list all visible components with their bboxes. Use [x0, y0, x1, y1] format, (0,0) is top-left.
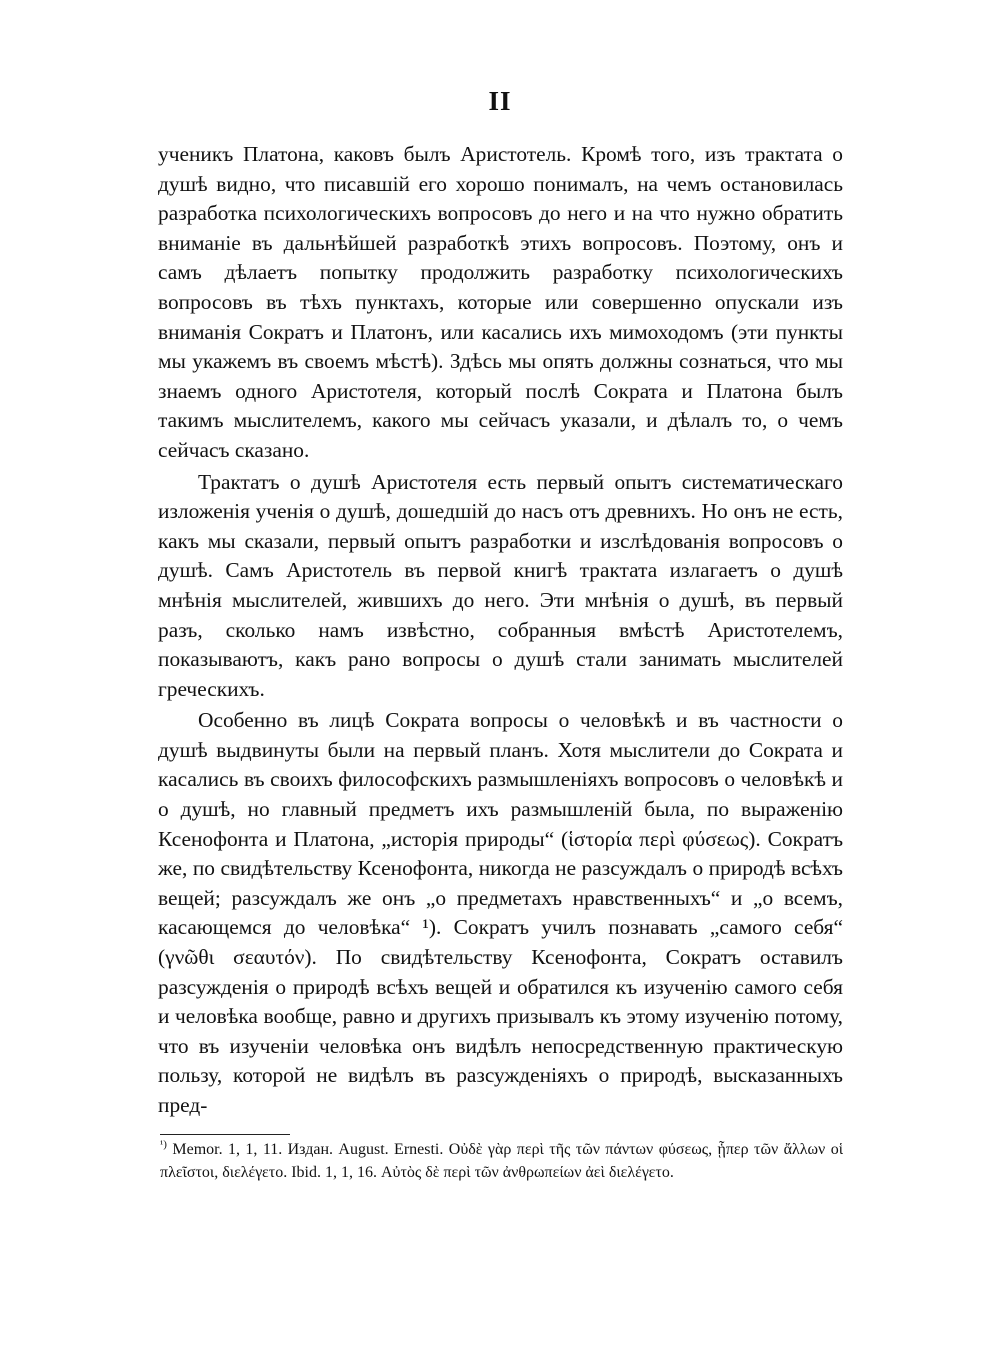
footnote-divider: [160, 1134, 290, 1135]
footnote-mark: ¹): [160, 1138, 167, 1151]
page-number: II: [488, 86, 512, 116]
body-text: [158, 140, 843, 1123]
paragraph-continuation: ученикъ Платона, каковъ былъ Аристотель. Кромѣ того, изъ трактата о душѣ видно, что писавшій его хорошо понималъ, на чемъ остановилась разработка психологическихъ вопросовъ до него и на что нужно обратить вниманіе въ дальнѣйшей разработкѣ этихъ вопросовъ. Поэтому, онъ и самъ дѣлаетъ попытку продолжить разработку психологическихъ вопросовъ въ тѣхъ пунктахъ, которые или совершенно опускали изъ вниманія Сократъ и Платонъ, или касались ихъ мимоходомъ (эти пункты мы укажемъ въ своемъ мѣстѣ). Здѣсь мы опять должны сознаться, что мы знаемъ одного Аристотеля, который послѣ Сократа и Платона былъ такимъ мыслителемъ, какого мы сейчасъ указали, и дѣлалъ то, о чемъ сейчасъ сказано.: [158, 142, 843, 462]
footnote-text: Memor. 1, 1, 11. Издан. August. Ernesti. Οὐδὲ γὰρ περὶ τῆς τῶν πάντων φύσεως, ᾗπερ τῶν ἄλλων οἱ πλεῖστοι, διελέγετο. Ibid. 1, 1, 16. Αὐτὸς δὲ περὶ τῶν ἀνθρωπείων ἀεὶ διελέγετο.: [160, 1141, 843, 1181]
footnote: [160, 1138, 843, 1184]
paragraph: Особенно въ лицѣ Сократа вопросы о человѣкѣ и въ частности о душѣ выдвинуты были на первый планъ. Хотя мыслители до Сократа и касались въ своихъ философскихъ размышленіяхъ вопросовъ о человѣкѣ и о душѣ, но главный предметъ ихъ размышленій была, по выраженію Ксенофонта и Платона, „исторія природы“ (ἱστορία περὶ φύσεως). Сократъ же, по свидѣтельству Ксенофонта, никогда не разсуждалъ о природѣ всѣхъ вещей; разсуждалъ же онъ „о предметахъ нравственныхъ“ и „о всемъ, касающемся до человѣка“ ¹). Сократъ училъ познавать „самого себя“ (γνῶθι σεαυτόν). По свидѣтельству Ксенофонта, Сократъ оставилъ разсужденія о природѣ всѣхъ вещей и обратился къ изученію самого себя и человѣка вообще, равно и другихъ призывалъ къ этому изученію потому, что въ изученіи человѣка онъ видѣлъ непосредственную практическую пользу, которой не видѣлъ въ разсужденіяхъ о природѣ, высказанныхъ пред-: [158, 708, 843, 1117]
paragraph: Трактатъ о душѣ Аристотеля есть первый опытъ систематическаго изложенія ученія о душѣ, дошедшій до насъ отъ древнихъ. Но онъ не есть, какъ мы сказали, первый опытъ разработки и изслѣдованія вопросовъ о душѣ. Самъ Аристотель въ первой книгѣ трактата излагаетъ о душѣ мнѣнія мыслителей, жившихъ до него. Эти мнѣнія о душѣ, въ первый разъ, сколько намъ извѣстно, собранныя вмѣстѣ Аристотелемъ, показываютъ, какъ рано вопросы о душѣ стали занимать мыслителей греческихъ.: [158, 469, 843, 701]
